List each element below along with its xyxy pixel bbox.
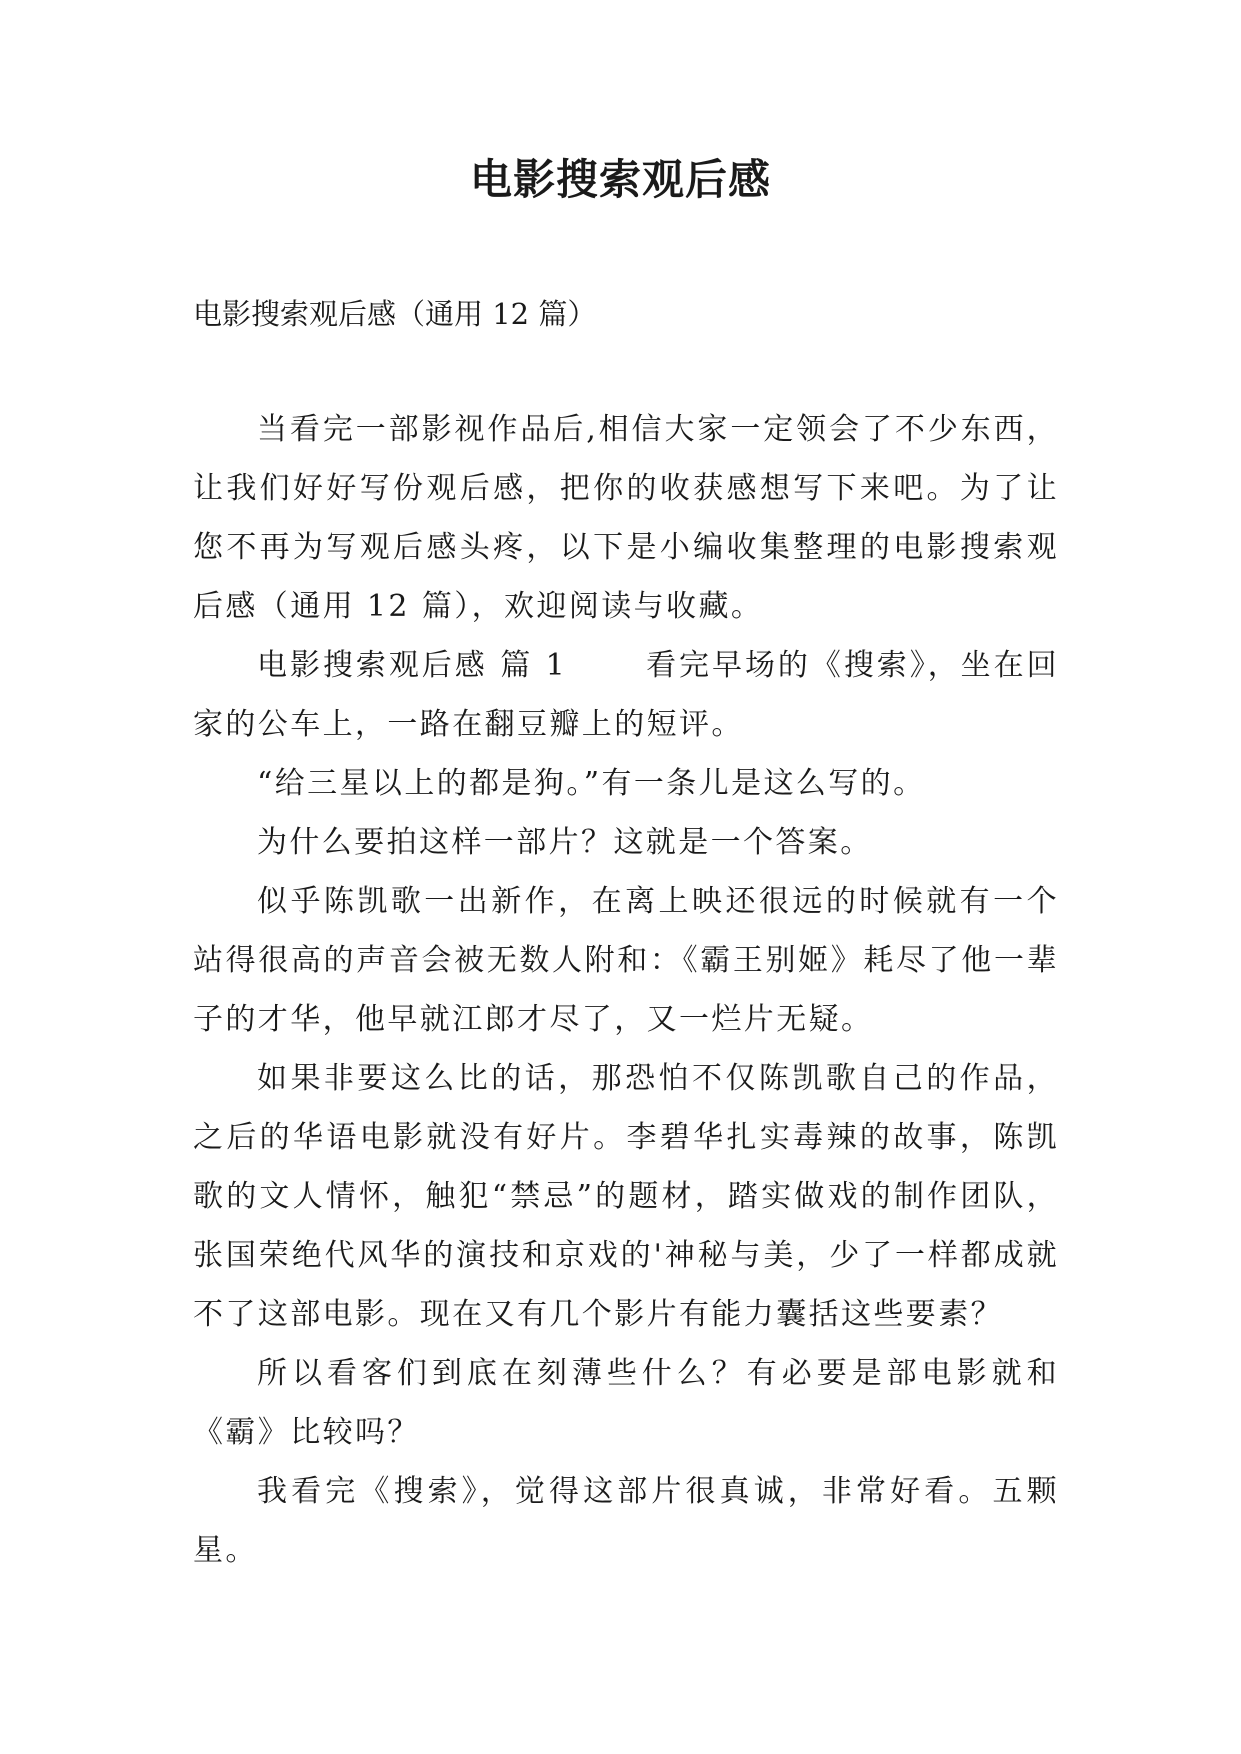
body-paragraph: 当看完一部影视作品后,相信大家一定领会了不少东西，让我们好好写份观后感，把你的收获感想写下来吧。为了让您不再为写观后感头疼，以下是小编收集整理的电影搜索观后感（通用 12 篇），欢迎阅读与收藏。 (193, 412, 1059, 624)
body-paragraph: 所以看客们到底在刻薄些什么？有必要是部电影就和《霸》比较吗？ (193, 1356, 1059, 1450)
body-paragraph: 我看完《搜索》，觉得这部片很真诚，非常好看。五颗星。 (193, 1474, 1059, 1568)
body-paragraph: 似乎陈凯歌一出新作，在离上映还很远的时候就有一个站得很高的声音会被无数人附和：《霸王别姬》耗尽了他一辈子的才华，他早就江郎才尽了，又一烂片无疑。 (193, 884, 1059, 1037)
document-body (193, 400, 1059, 1580)
document-subtitle: 电影搜索观后感（通用 12 篇） (193, 297, 597, 331)
body-paragraph: 如果非要这么比的话，那恐怕不仅陈凯歌自己的作品，之后的华语电影就没有好片。李碧华扎实毒辣的故事，陈凯歌的文人情怀，触犯“禁忌”的题材，踏实做戏的制作团队，张国荣绝代风华的演技和京戏的'神秘与美，少了一样都成就不了这部电影。现在又有几个影片有能力囊括这些要素？ (193, 1061, 1059, 1332)
body-paragraph: 电影搜索观后感 篇 1 看完早场的《搜索》，坐在回家的公车上，一路在翻豆瓣上的短评。 (193, 648, 1059, 742)
document-title: 电影搜索观后感 (469, 155, 771, 204)
body-paragraph: 为什么要拍这样一部片？这就是一个答案。 (257, 825, 873, 860)
body-paragraph: “给三星以上的都是狗。”有一条儿是这么写的。 (257, 766, 926, 801)
